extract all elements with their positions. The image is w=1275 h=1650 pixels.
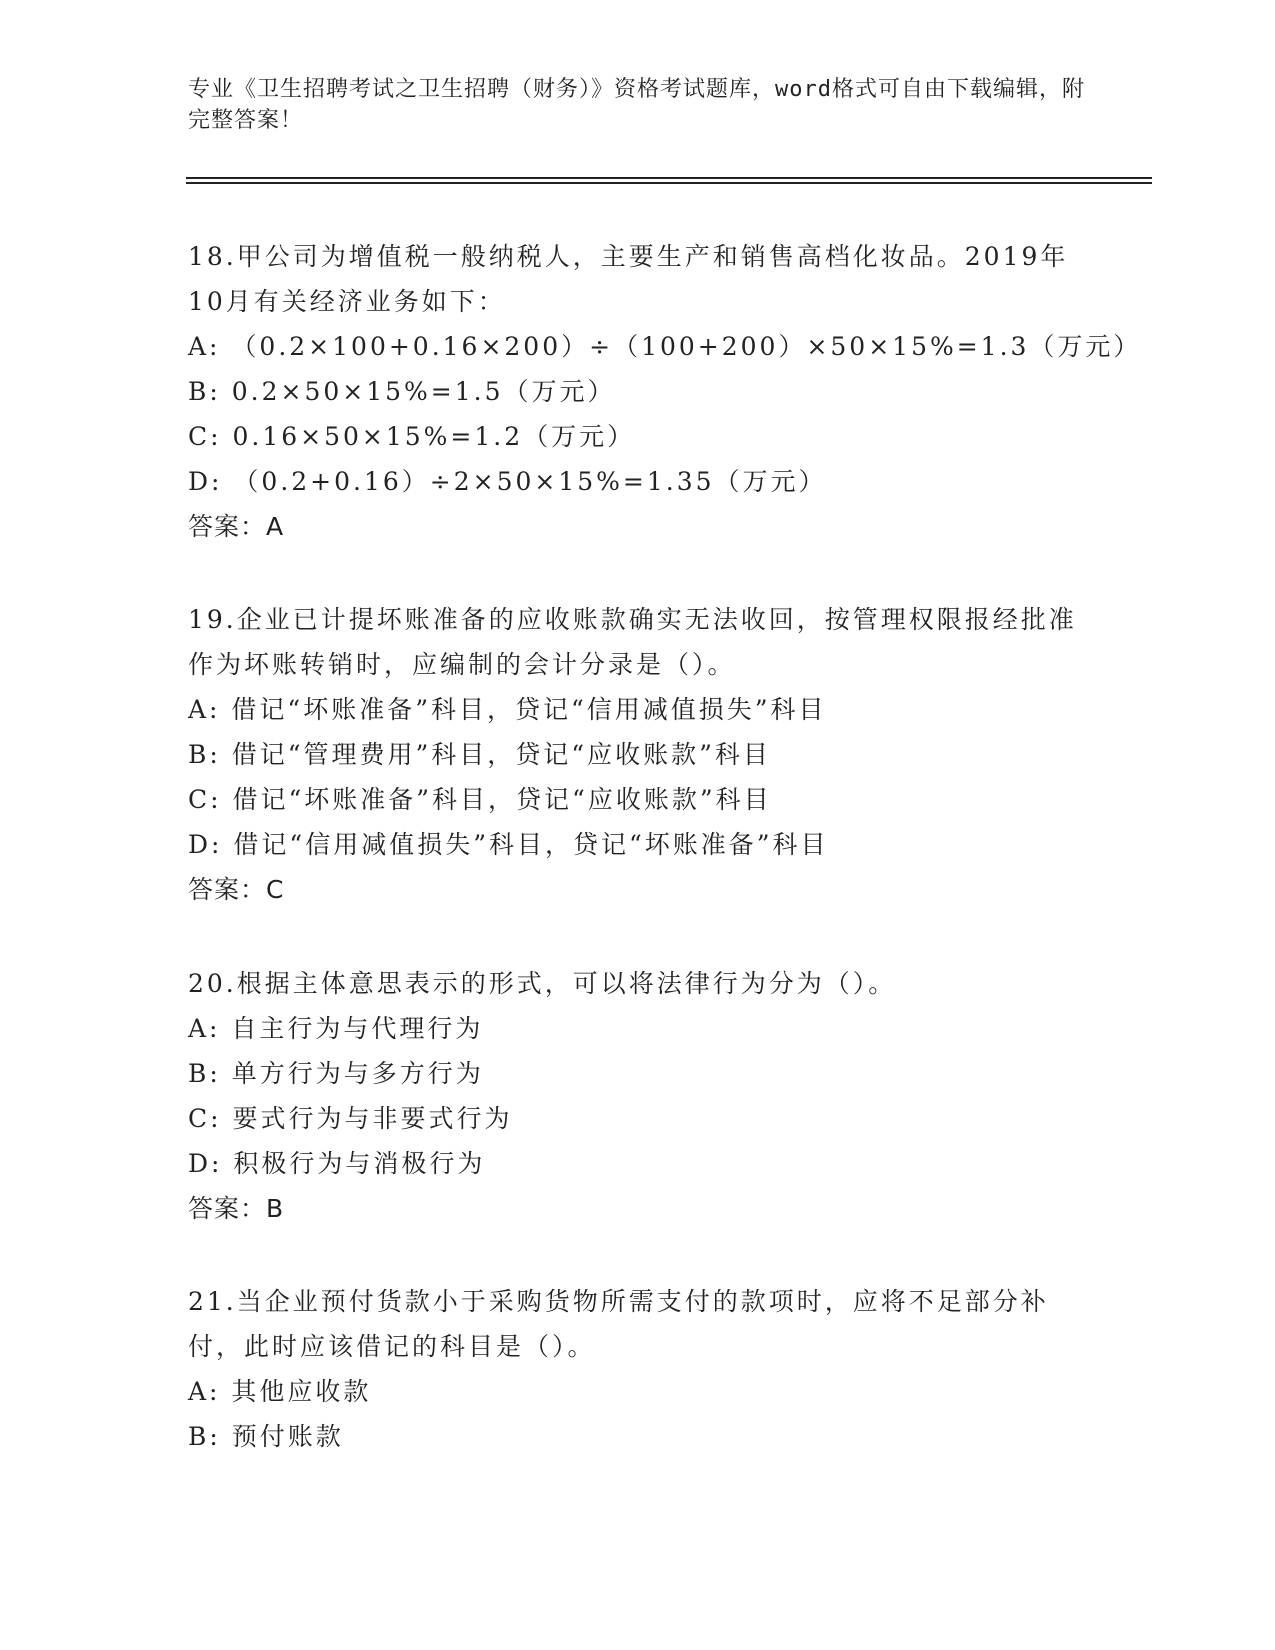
question-21: [188, 1279, 1088, 1459]
answer-label: 答案：A: [188, 512, 285, 541]
option-a: A: 其他应收款: [188, 1377, 372, 1406]
answer-label: 答案：B: [188, 1194, 285, 1223]
option-b: B: 预付账款: [188, 1422, 344, 1451]
header-divider-bottom: [186, 182, 1152, 184]
answer-label: 答案：C: [188, 875, 285, 904]
question-stem: 20.根据主体意思表示的形式，可以将法律行为分为（）。: [188, 969, 897, 998]
option-a: A: （0.2×100+0.16×200）÷（100+200）×50×15%=1.3（万元）: [188, 332, 1142, 361]
option-c: C: 0.16×50×15%=1.2（万元）: [188, 422, 636, 451]
header-divider-top: [186, 177, 1152, 179]
question-stem: 18.甲公司为增值税一般纳税人，主要生产和销售高档化妆品。2019年10月有关经济业务如下：: [188, 242, 1069, 316]
question-19: [188, 597, 1088, 912]
option-b: B: 借记“管理费用”科目，贷记“应收账款”科目: [188, 740, 771, 769]
option-b: B: 单方行为与多方行为: [188, 1059, 484, 1088]
option-d: D: 积极行为与消极行为: [188, 1149, 486, 1178]
question-stem: 19.企业已计提坏账准备的应收账款确实无法收回，按管理权限报经批准作为坏账转销时，应编制的会计分录是（）。: [188, 605, 1077, 679]
option-a: A: 借记“坏账准备”科目，贷记“信用减值损失”科目: [188, 695, 827, 724]
question-20: [188, 961, 1088, 1231]
option-d: D: （0.2+0.16）÷2×50×15%=1.35（万元）: [188, 467, 827, 496]
document-header: 专业《卫生招聘考试之卫生招聘（财务）》资格考试题库，word格式可自由下载编辑，附完整答案！: [188, 77, 1085, 133]
option-a: A: 自主行为与代理行为: [188, 1014, 484, 1043]
option-d: D: 借记“信用减值损失”科目，贷记“坏账准备”科目: [188, 830, 829, 859]
question-stem: 21.当企业预付货款小于采购货物所需支付的款项时，应将不足部分补付，此时应该借记的科目是（）。: [188, 1287, 1049, 1361]
option-c: C: 要式行为与非要式行为: [188, 1104, 513, 1133]
option-c: C: 借记“坏账准备”科目，贷记“应收账款”科目: [188, 785, 772, 814]
question-18: [188, 234, 1142, 549]
option-b: B: 0.2×50×15%=1.5（万元）: [188, 377, 616, 406]
